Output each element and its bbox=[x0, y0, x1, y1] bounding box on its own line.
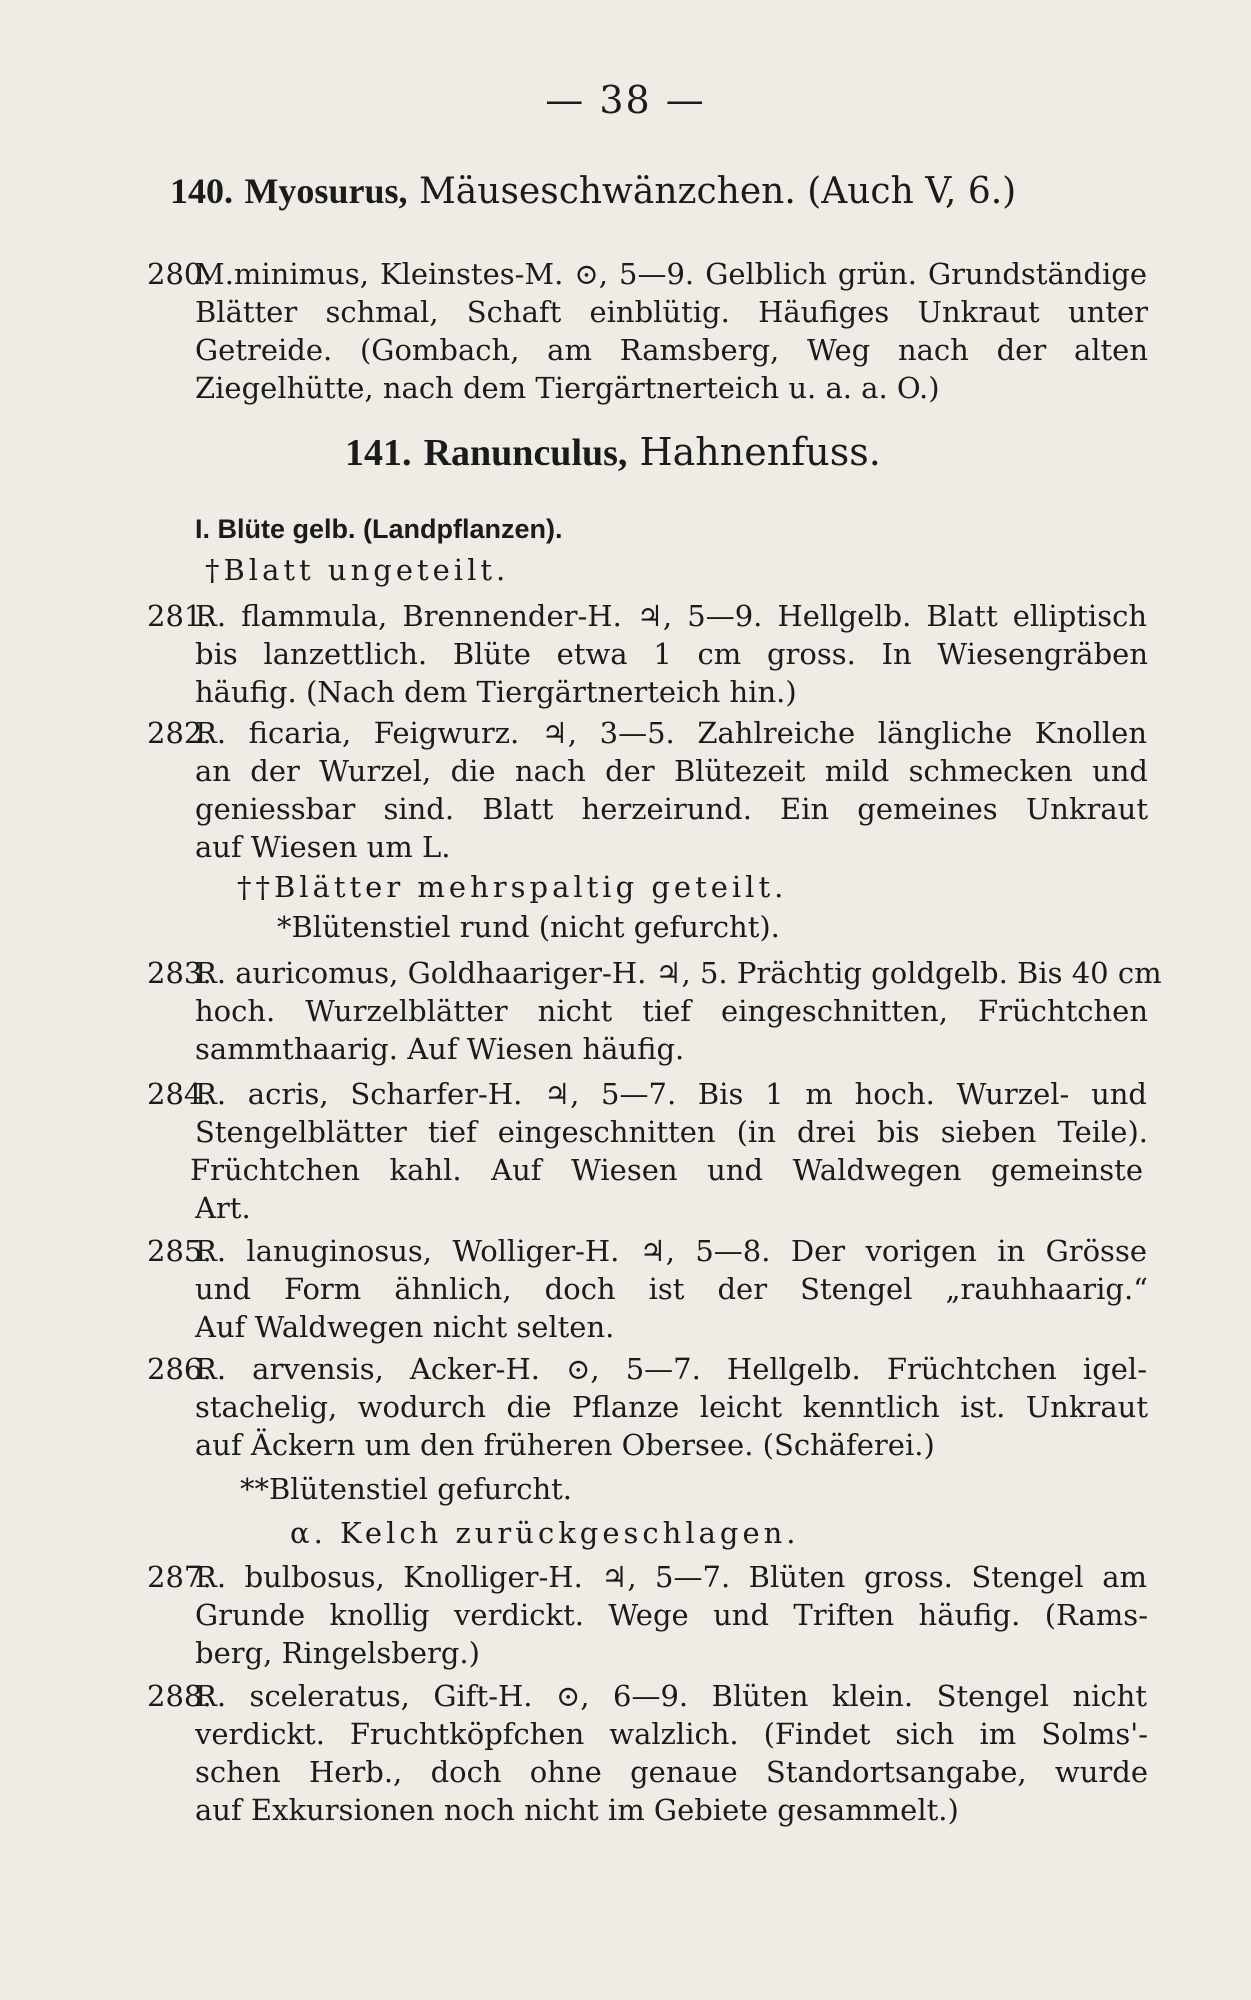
entry-288-text: R. sceleratus, Gift-H. ⊙, 6—9. Blüten klein. Stengel nicht bbox=[195, 1679, 1147, 1713]
entry-284-line-2: Stengelblätter tief eingeschnitten (in drei bis sieben Teile). bbox=[195, 1115, 1148, 1149]
key-star-1: *Blütenstiel rund (nicht gefurcht). bbox=[277, 910, 780, 944]
entry-283-text: R. auricomus, Goldhaariger-H. ♃, 5. Prächtig goldgelb. Bis 40 cm bbox=[195, 956, 1162, 990]
entry-282-number: 282. bbox=[147, 716, 212, 750]
entry-283-line-1 bbox=[147, 954, 1162, 992]
entry-285-line-1 bbox=[147, 1232, 1147, 1270]
key-star-2: **Blütenstiel gefurcht. bbox=[240, 1472, 573, 1506]
entry-287-number: 287. bbox=[147, 1560, 212, 1594]
entry-286-line-1 bbox=[147, 1350, 1147, 1388]
entry-281-line-2: bis lanzettlich. Blüte etwa 1 cm gross. In Wiesengräben bbox=[195, 637, 1148, 671]
entry-280-number: 280. bbox=[147, 257, 212, 291]
subgroup-I-heading: I. Blüte gelb. (Landpflanzen). bbox=[195, 514, 563, 544]
entry-284-text: R. acris, Scharfer-H. ♃, 5—7. Bis 1 m hoch. Wurzel- und bbox=[195, 1077, 1147, 1111]
entry-282-line-1 bbox=[147, 714, 1147, 752]
key-alpha-1: α. Kelch zurückgeschlagen. bbox=[290, 1516, 800, 1550]
entry-287-text: R. bulbosus, Knolliger-H. ♃, 5—7. Blüten gross. Stengel am bbox=[195, 1560, 1147, 1594]
genus-heading-140-num: 140. bbox=[170, 171, 233, 211]
entry-282-text: R. ficaria, Feigwurz. ♃, 3—5. Zahlreiche längliche Knollen bbox=[195, 716, 1147, 750]
entry-288-line-2: verdickt. Fruchtköpfchen walzlich. (Findet sich im Solms'- bbox=[195, 1717, 1148, 1751]
genus-heading-140 bbox=[170, 170, 1016, 212]
entry-281-line-1 bbox=[147, 597, 1147, 635]
entry-284-number: 284. bbox=[147, 1077, 212, 1111]
entry-284-line-1 bbox=[147, 1075, 1147, 1113]
genus-heading-140-genus: Myosurus, bbox=[244, 171, 408, 211]
entry-287-line-2: Grunde knollig verdickt. Wege und Triften häufig. (Rams- bbox=[195, 1598, 1148, 1632]
entry-285-line-2: und Form ähnlich, doch ist der Stengel „rauhhaarig.“ bbox=[195, 1272, 1148, 1306]
entry-285-line-3: Auf Waldwegen nicht selten. bbox=[195, 1310, 615, 1344]
entry-286-text: R. arvensis, Acker-H. ⊙, 5—7. Hellgelb. Früchtchen igel- bbox=[195, 1352, 1147, 1386]
entry-288-line-4: auf Exkursionen noch nicht im Gebiete gesammelt.) bbox=[195, 1793, 959, 1827]
entry-282-line-3: geniessbar sind. Blatt herzeirund. Ein gemeines Unkraut bbox=[195, 792, 1148, 826]
entry-287-line-3: berg, Ringelsberg.) bbox=[195, 1636, 480, 1670]
entry-282-line-2: an der Wurzel, die nach der Blütezeit mild schmecken und bbox=[195, 754, 1148, 788]
entry-288-line-3: schen Herb., doch ohne genaue Standortsangabe, wurde bbox=[195, 1755, 1148, 1789]
genus-heading-141-rest: Hahnenfuss. bbox=[639, 430, 881, 474]
entry-280-line-4: Ziegelhütte, nach dem Tiergärtnerteich u. a. a. O.) bbox=[195, 371, 940, 405]
genus-heading-141 bbox=[345, 430, 881, 475]
entry-286-number: 286. bbox=[147, 1352, 212, 1386]
genus-heading-140-rest: Mäuseschwänzchen. (Auch V, 6.) bbox=[418, 171, 1017, 212]
entry-284-line-4: Art. bbox=[195, 1191, 251, 1225]
entry-283-line-2: hoch. Wurzelblätter nicht tief eingeschnitten, Früchtchen bbox=[195, 994, 1148, 1028]
entry-285-text: R. lanuginosus, Wolliger-H. ♃, 5—8. Der vorigen in Grösse bbox=[195, 1234, 1147, 1268]
genus-heading-141-genus: Ranunculus, bbox=[423, 432, 628, 474]
entry-284-line-3: Früchtchen kahl. Auf Wiesen und Waldwegen gemeinste bbox=[190, 1153, 1143, 1187]
entry-282-line-4: auf Wiesen um L. bbox=[195, 830, 451, 864]
entry-283-line-3: sammthaarig. Auf Wiesen häufig. bbox=[195, 1032, 685, 1066]
entry-280-line-2: Blätter schmal, Schaft einblütig. Häufiges Unkraut unter bbox=[195, 295, 1148, 329]
entry-281-number: 281. bbox=[147, 599, 212, 633]
key-dagger-2: ††Blätter mehrspaltig geteilt. bbox=[237, 870, 788, 904]
key-dagger-1: †Blatt ungeteilt. bbox=[205, 553, 510, 587]
entry-280-line-3: Getreide. (Gombach, am Ramsberg, Weg nach der alten bbox=[195, 333, 1148, 367]
entry-285-number: 285. bbox=[147, 1234, 212, 1268]
entry-286-line-2: stachelig, wodurch die Pflanze leicht kenntlich ist. Unkraut bbox=[195, 1390, 1148, 1424]
entry-286-line-3: auf Äckern um den früheren Obersee. (Schäferei.) bbox=[195, 1428, 935, 1462]
entry-280-line-1 bbox=[147, 255, 1147, 293]
entry-280-text: M.minimus, Kleinstes-M. ⊙, 5—9. Gelblich grün. Grundständige bbox=[195, 257, 1147, 291]
entry-288-number: 288. bbox=[147, 1679, 212, 1713]
genus-heading-141-num: 141. bbox=[345, 432, 412, 474]
entry-281-line-3: häufig. (Nach dem Tiergärtnerteich hin.) bbox=[195, 675, 797, 709]
entry-283-number: 283. bbox=[147, 956, 212, 990]
entry-288-line-1 bbox=[147, 1677, 1147, 1715]
entry-281-text: R. flammula, Brennender-H. ♃, 5—9. Hellgelb. Blatt elliptisch bbox=[195, 599, 1147, 633]
page-number: — 38 — bbox=[545, 78, 706, 122]
entry-287-line-1 bbox=[147, 1558, 1147, 1596]
